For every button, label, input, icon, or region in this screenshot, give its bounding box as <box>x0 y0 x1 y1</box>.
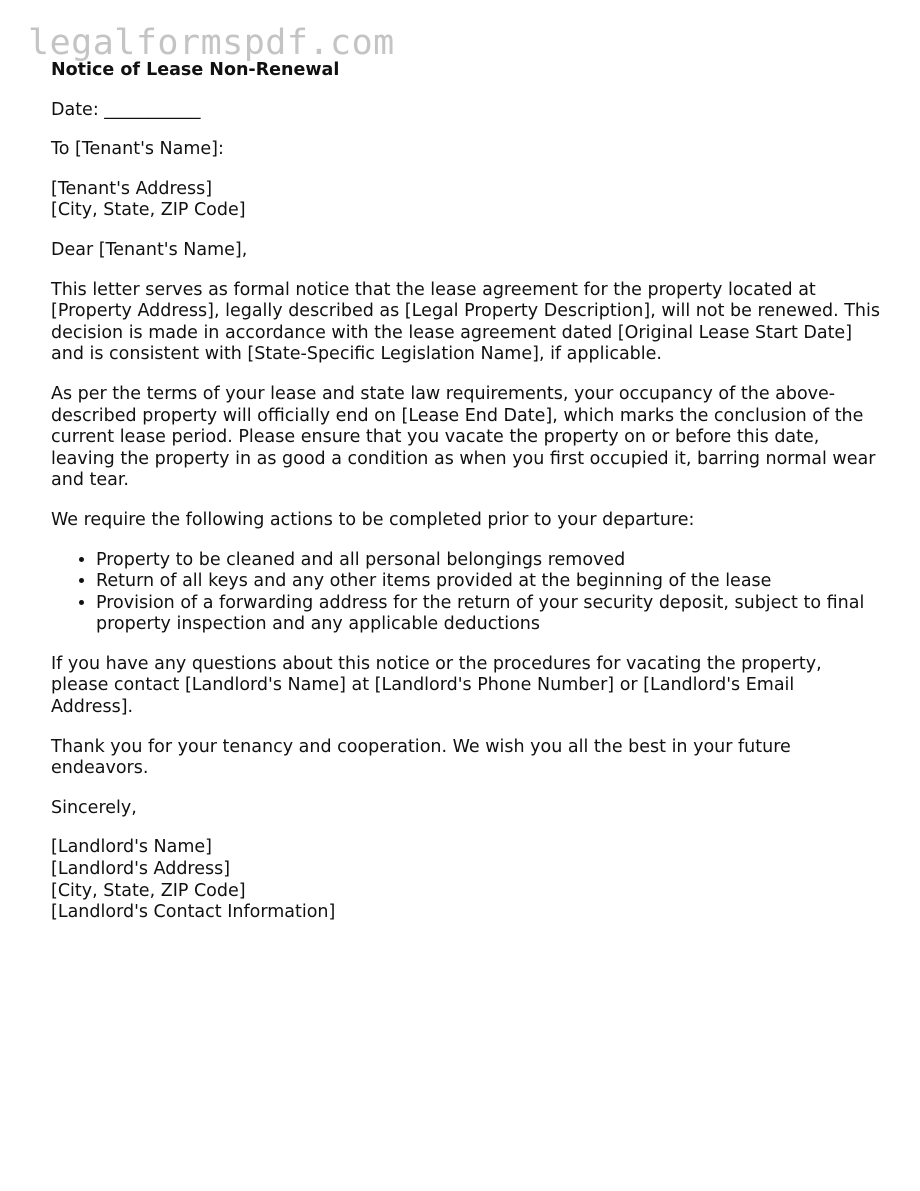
paragraph-contact: If you have any questions about this notice or the procedures for vacating the property, please contact [Landlord's Name] at [Landlord's Phone Number] or [Landlord's Email Address]. <box>51 653 822 718</box>
closing: Sincerely, <box>51 797 137 818</box>
list-item: • Property to be cleaned and all personal belongings removed <box>96 550 881 572</box>
tenant-address-line: [Tenant's Address] <box>51 178 213 199</box>
signature-block <box>51 837 881 923</box>
tenant-address-block <box>51 179 881 222</box>
list-item: • Provision of a forwarding address for the return of your security deposit, subject to final property inspection and any applicable deductions <box>96 593 881 636</box>
list-item: • Return of all keys and any other items provided at the beginning of the lease <box>96 571 881 593</box>
paragraph-notice: This letter serves as formal notice that the lease agreement for the property located at [Property Address], legally described as [Legal Property Description], will not be renewed. This decision is made in accordance with the lease agreement dated [Original Lease Start Date] and is consistent with [State-Specific Legislation Name], if applicable. <box>51 279 880 365</box>
paragraph-occupancy-end: As per the terms of your lease and state law requirements, your occupancy of the above-described property will officially end on [Lease End Date], which marks the conclusion of the current lease period. Please ensure that you vacate the property on or before this date, leaving the property in as good a condition as when you first occupied it, barring normal wear and tear. <box>51 383 876 491</box>
paragraph-required-actions: We require the following actions to be completed prior to your departure: <box>51 509 695 530</box>
landlord-address-line: [Landlord's Address] <box>51 859 231 880</box>
recipient-line: To [Tenant's Name]: <box>51 139 224 160</box>
document-title: Notice of Lease Non-Renewal <box>51 60 340 80</box>
landlord-name-line: [Landlord's Name] <box>51 837 213 858</box>
watermark-logo: legalformspdf.com <box>28 23 395 63</box>
paragraph-thanks: Thank you for your tenancy and cooperation. We wish you all the best in your future endeavors. <box>51 736 791 779</box>
date-line: Date: ___________ <box>51 99 201 120</box>
landlord-city-line: [City, State, ZIP Code] <box>51 880 246 901</box>
letter-document <box>51 60 881 942</box>
actions-list <box>51 550 881 636</box>
salutation: Dear [Tenant's Name], <box>51 239 248 260</box>
tenant-city-line: [City, State, ZIP Code] <box>51 200 246 221</box>
landlord-contact-line: [Landlord's Contact Information] <box>51 902 336 923</box>
